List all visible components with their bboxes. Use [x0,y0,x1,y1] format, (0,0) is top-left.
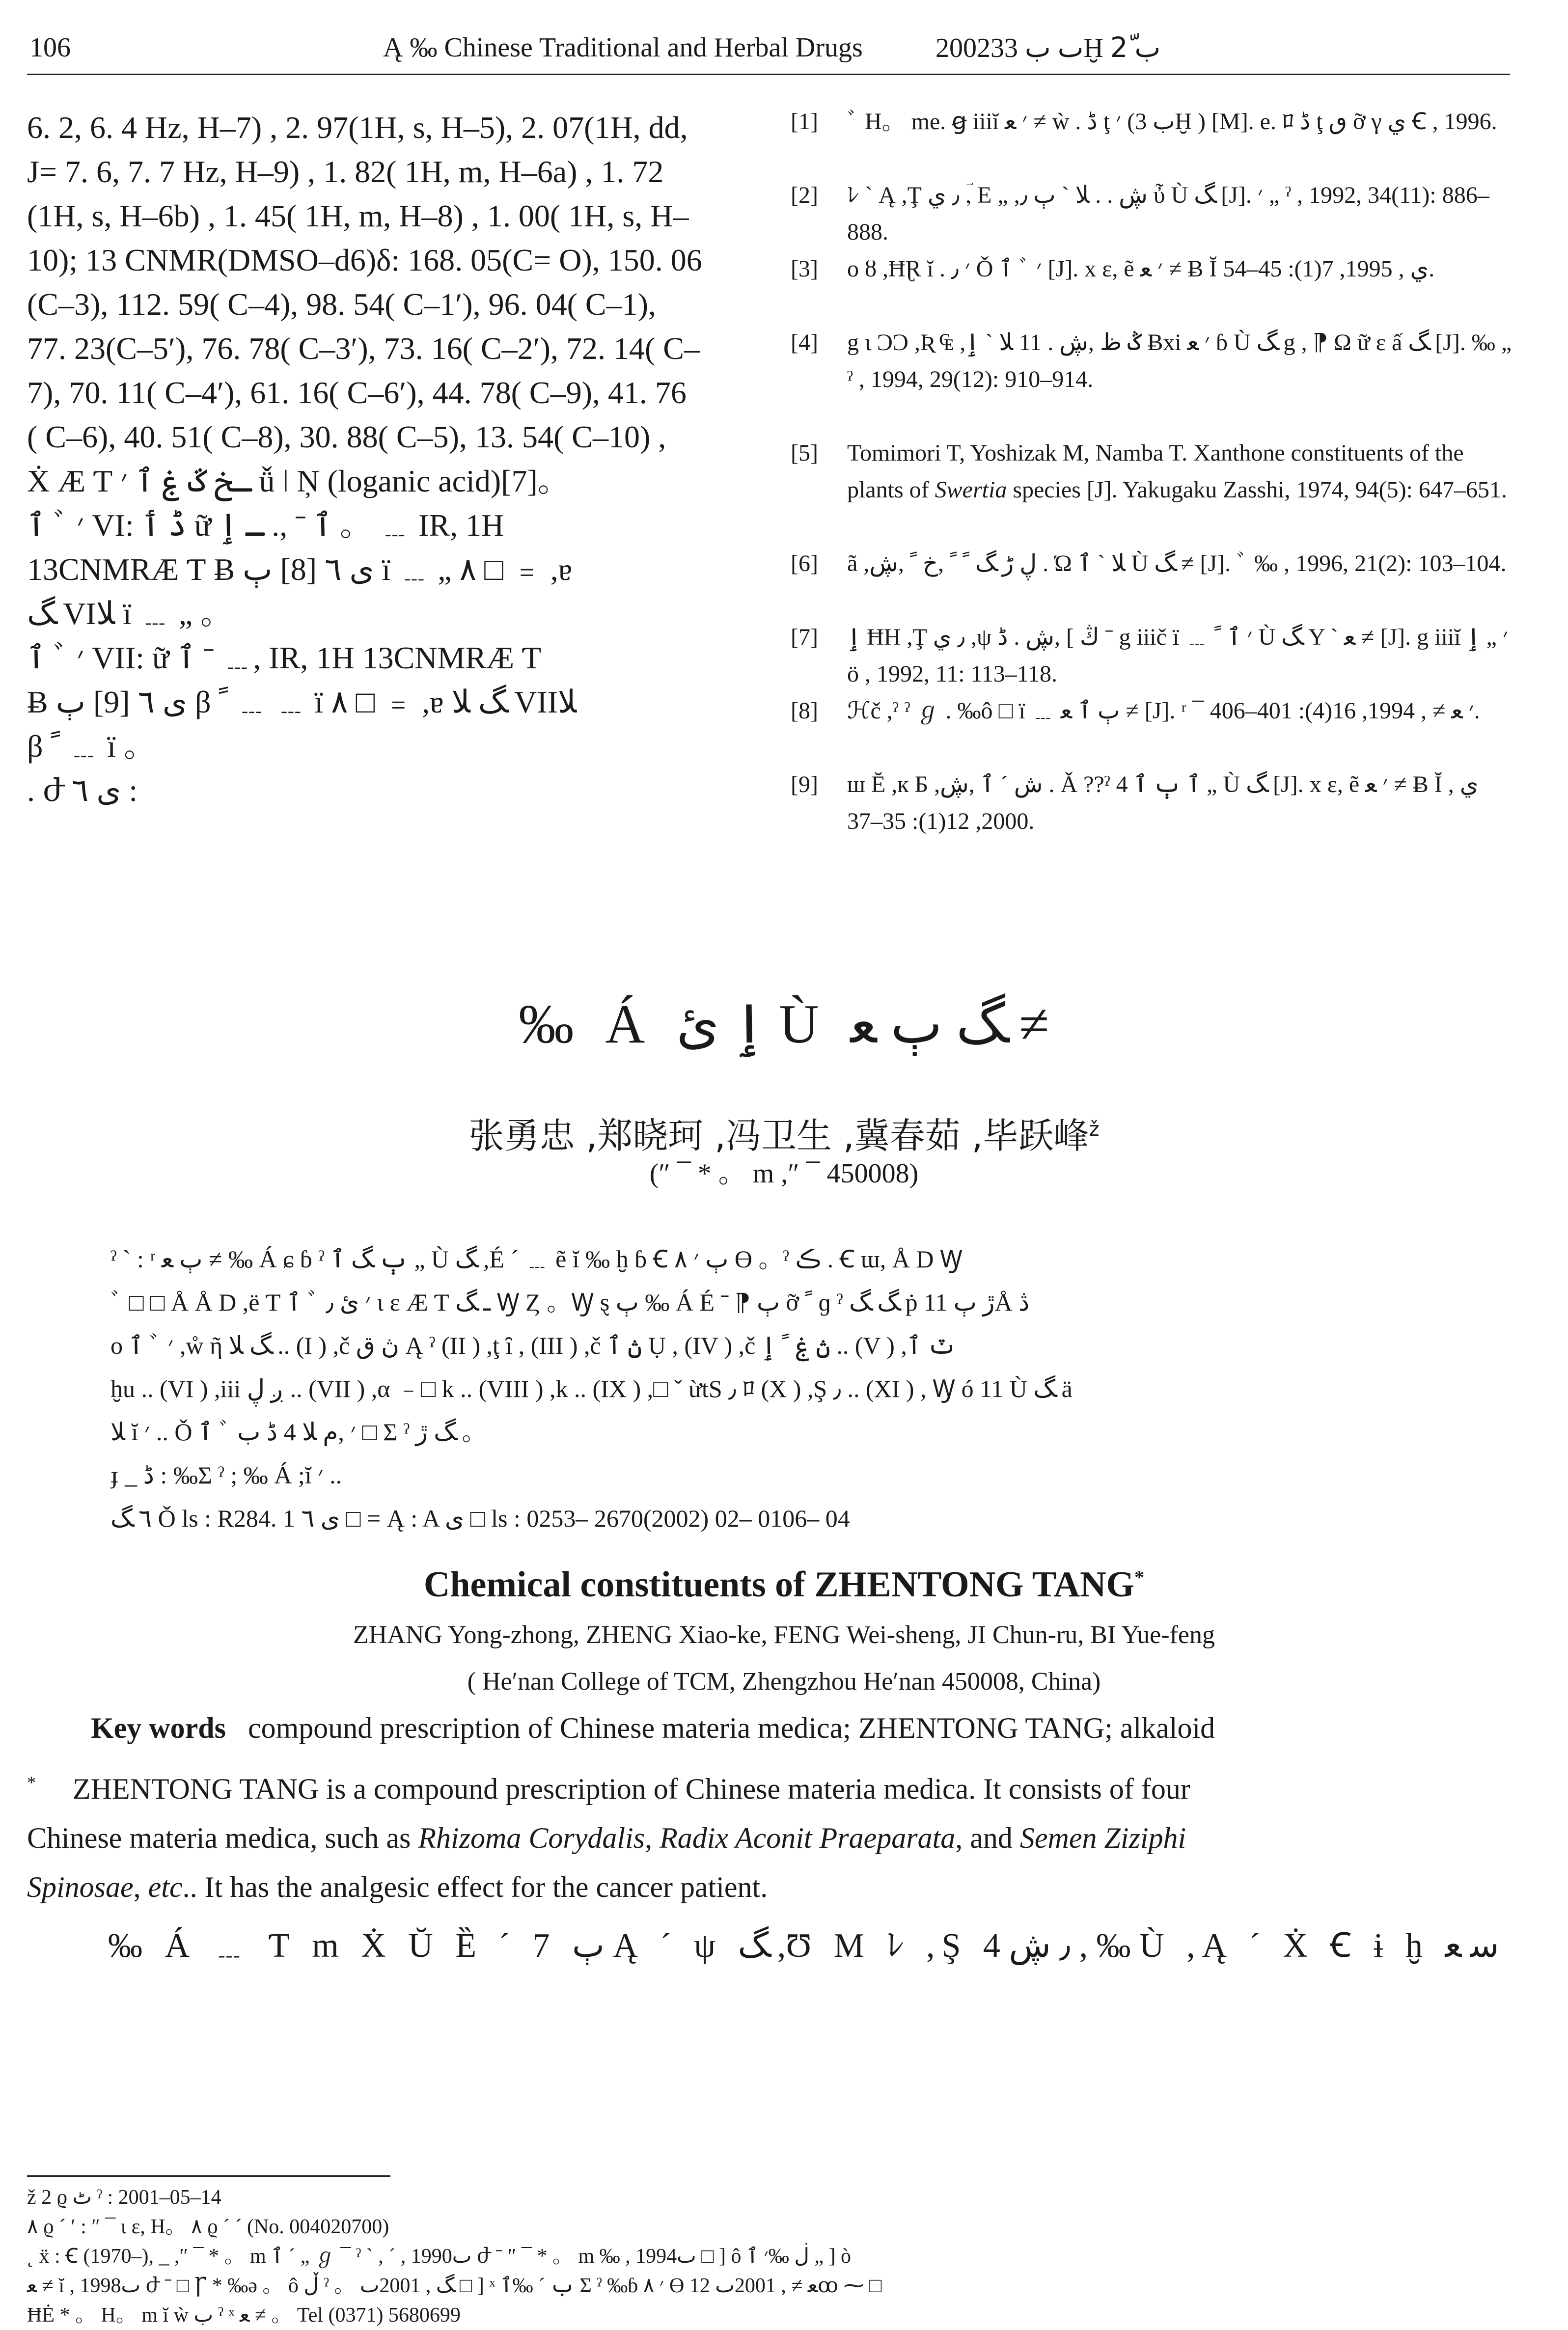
footnote-line: ˛ ẍ : Ꞓ (1970–), _ ,″ ¯ * 。 m ٱ ˊ „ ℊ ¯ ˀ ˋ , ˊ , 1990ٮ ժ ˉ ″ ¯ * 。 m ‰ , 1994ٮ □ ] ô ڶ ‰׳ ٱ „ ] ò [27,2245,852,2268]
body-line: 7), 70. 11( C–4′), 61. 16( C–6′), 44. 78( C–9), 41. 76 [27,375,687,410]
en-body-line: * ZHENTONG TANG is a compound prescription of Chinese materia medica. It consists of four [27,1773,1190,1805]
zh-abstract [110,1237,1485,1540]
body-line: ﮓ VIﻼ ï ﹍ „ 。 [27,596,232,631]
abstract-line: ɟ _ ڈ : ‰Σ ˀ ; ‰ Á ;ĭ ׳ .. [110,1461,342,1489]
abstract-line: ˀ ˋ : ʳ ٻ ﻌ ≠ ‰ Á ɕ ɓ ˀ ٻ ﮓ ٱ „ Ù ﮓ ,É ˊ ﹍ ẽ ĭ ‰ ḫ ɓ Ꞓ ٻ ׳ ٨ ϴ 。ˀ ڪ . Ꞓ ɯ, Å D Ꝡ [110,1245,963,1273]
reference-item [791,103,1517,177]
reference-text: ш Ĕ ,к Б ,ش ˊ ٱ ,ڜ . Ǎ ??ˀ 4 ٱ ٻ ٱ „ Ù ﮓ [J]. x ε, ẽ ׳ ﻌ ≠ Ƀ Ĭ ي , 2000, 12(1): 35–37. [847,771,1479,834]
abstract-line: ﾞ □ □ Å Å D ,ë Ƭ ٱ ﾞ ׳ ئ ٫ ι ɛ Æ Ƭ ـ ﮓ Ꝡ Ȥ 。Ꝡ ȿ ٻ ‰ Á É ˉ ⁋ ٻ ỡ ﹰ ɡ ˀ ﮓ ﮓ ṗ ڙ ٻ 11Å ڎ [110,1288,1030,1316]
footnote-rule [27,2175,390,2177]
left-column [27,106,759,813]
header-rule [27,74,1510,75]
reference-item [791,545,1517,619]
abstract-line: ٦ ﮓ Ǒ ls : R284. 1 ى ٦ □ = Ą : A ى □ ls : 0253– 2670(2002) 02– 0106– 04 [110,1505,850,1532]
en-body-line: Spinosae, etc.. It has the analgesic effect for the cancer patient. [27,1871,768,1903]
reference-item [791,766,1517,840]
body-line: (1H, s, H–6b) , 1. 45( 1H, m, H–8) , 1. 00( 1H, s, H– [27,198,689,233]
key-words [91,1711,1215,1745]
body-line: . ժ ى ٦ : [27,773,138,808]
zh-affiliation: (″ ¯ * 。 m ,″ ¯ 450008) [649,1158,919,1189]
body-line: J= 7. 6, 7. 7 Hz, H–9) , 1. 82( 1H, m, H–6a) , 1. 72 [27,154,664,189]
abstract-line: ḫu .. (VI ) ,iii ږ ڸ .. (VII ) ,α ﹣□ k .. (VIII ) ,k .. (IX ) ,□ ˇ ừtS ٫ ﾛ (X ) ,Ş ٫ .. (XI ) , Ꝡ ó 11 Ù ﮓ ä [110,1375,1073,1402]
reference-number: [7] [791,624,818,650]
zh-article-title: ‰ Á ٳ ئ Ù ﮓ ٻ ﻌ ≠ [519,994,1049,1055]
reference-item [791,692,1517,766]
reference-number: [8] [791,698,818,724]
footnotes [27,2183,882,2330]
en-authors: ZHANG Yong-zhong, ZHENG Xiao-ke, FENG Wei-sheng, JI Chun-ru, BI Yue-feng [353,1621,1215,1649]
reference-number: [1] [791,109,818,135]
footnote-line: ž 2 ϱ ٹ ˀ : 2001–05–14 [27,2186,221,2209]
reference-text: o ȣ ,ĦⱤ ĭ . ׳ ٫ Ǒ ٱ ﾞ ׳ [J]. x ε, ẽ ׳ ﻌ ≠ Ƀ Ĭ ي , 1995, 7(1): 45–54. [847,256,1435,282]
reference-text: Tomimori T, Yoshizak M, Namba T. Xanthone constituents of the plants of Swertia species [J]. Yakugaku Zasshi, 1974, 94(5): 647–651. [847,440,1507,503]
body-line: ٱ ﾞ ׳ VII: ữ ٱ ˉ ﹍, IR, 1H 13CNMRÆ Ƭ [27,640,542,675]
reference-item [791,177,1517,250]
reference-text: ã ,ڸ ڑ ﮓ ﹰ ﹰ ,خ ﹰ ,ڜ . Ώ ﻼ ˋ ٱ Ù ﮓ ≠ [J]. ﾞ ‰ , 1996, 21(2): 103–104. [847,550,1507,576]
title-footnote-mark: * [1134,1566,1145,1589]
body-footnote-mark: * [27,1773,36,1792]
reference-number: [3] [791,256,818,282]
reference-number: [5] [791,440,818,466]
reference-number: [6] [791,550,818,576]
body-line: 6. 2, 6. 4 Hz, H–7) , 2. 97(1H, s, H–5), 2. 07(1H, dd, [27,110,688,145]
body-line: 10); 13 CNMR(DMSO–d6)δ: 168. 05(C= O), 150. 06 [27,243,702,277]
reference-item [791,250,1517,324]
en-body-line: Chinese materia medica, such as Rhizoma Corydalis, Radix Aconit Praeparata, and Semen Ziziphi [27,1822,1186,1854]
zh-author-names: 张勇忠 ,郑晓珂 ,冯卫生 ,冀春茹 ,毕跃峰 [468,1115,1089,1156]
reference-item [791,435,1517,545]
body-line: ٱ ﾞ ׳ VI: ڈ ٲ ữ ٱ ˉ ,. ـ ٳ 。 ﹍ IR, 1H [27,508,504,543]
reference-item [791,619,1517,692]
abstract-line: ﻼ ĭ ׳ .. Ǒ ٱ ﾞ ׳ ,ﻡ ﻼ 4 ڈ ب □ Σ ˀ ﮓ ڙ 。 [110,1418,487,1446]
body-line: (C–3), 112. 59( C–4), 98. 54( C–1′), 96. 04( C–1), [27,287,656,322]
body-line: Ƀ ى ٦ [9] ٻ β ﹰ ﹍ ﹍ ï ٨ □ ﹦ ,ɐ ﮓ ﻼ VIIﻼ [27,685,577,719]
reference-number: [2] [791,182,818,208]
reference-text: g ι ϽϽ ,Ʀ ₠ ,ݣ ظ ,ڜ . 11 ﻼ ˋ ٳ Ƀxi ׳ ﻌ ɓ Ù ﮓ g , ⁋ Ω ữ ɛ ấ ﮓ [J]. ‰ „ ˀ , 1994, 29(12): 910–914. [847,329,1512,392]
running-header [0,27,1568,66]
reference-number: [9] [791,771,818,797]
abstract-line: o ٱ ﾞ ׳ ,ẘ ῆ ﮓ ﻼ .. (I ) ,č ڽ ق Ą ˀ (II ) ,ţ ȋ , (III ) ,č ڽ ٱ Ụ , (IV ) ,č ڽ ۼ ﹰ ٳ .. (V ) ,ٽ ٱ [110,1332,957,1359]
en-title-text: Chemical constituents of ZHENTONG TANG [423,1564,1135,1605]
reference-list [791,103,1517,840]
key-words-label: Key words [91,1712,226,1744]
footnote-line: ٨ ϱ ˊ ʹ : ″ ¯ ι ε, H。 ٨ ϱ ˊ ˊ (No. 004020700) [27,2216,389,2238]
en-affiliation: ( He′nan College of TCM, Zhengzhou He′nan 450008, China) [467,1668,1101,1696]
body-line: Ẋ Æ Ƭ ـخ ػ ۼ ٱ ׳ ǚ ǀ Ņ (loganic acid)[7]。 [27,464,569,498]
footnote-line: ĦĖ * 。 H。 m ĭ ẁ ب ˀ ˣ ﻌ ≠ 。 Tel (0371) 5680699 [27,2304,461,2327]
en-article-title [0,1564,1568,1606]
reference-text: ℋč ,ˀ ˀ ℊ . ‰ô □ ï ﹍ ٻ ٱ ﻌ ≠ [J]. ʳ ¯ ׳ ﻌ ≠ , 1994, 16(4): 401–406. [847,698,1480,724]
page-number: 106 [29,32,71,63]
reference-text: ﾚ ˋ Ą ,Ţ ٫ ي ,ؔ E „ ,ڜ . . ﻼ ˋ ٻ ٫ ὖ Ù ﮓ [J]. ׳ „ ˀ , 1992, 34(11): 886–888. [847,182,1489,245]
reference-item [791,324,1517,435]
en-body [27,1758,1520,1912]
body-line: ( C–6), 40. 51( C–8), 30. 88( C–5), 13. 54( C–10) , [27,419,666,454]
key-words-text: compound prescription of Chinese materia medica; ZHENTONG TANG; alkaloid [248,1712,1215,1744]
reference-number: [4] [791,329,818,356]
zh-authors [0,1107,1568,1158]
author-footnote-mark: ž [1089,1118,1100,1141]
body-line: 77. 23(C–5′), 76. 78( C–3′), 73. 16( C–2′), 72. 14( C– [27,331,700,366]
zh-body-line: ‰ Á ﹍ Ƭ m Ẋ Ŭ Ȅ ˊ 7 ٻ Ą ˊ ψ ﮓ ,Ʊ M ﾚ ,Ş ٫ ڜ 4 , ‰ Ù ,Ą ˊ Ẋ Ꞓ ɨ ḫ ﺳ ﻌ [108,1927,1499,1965]
journal-name: Ą ‰ Chinese Traditional and Herbal Drugs [383,32,863,63]
reference-text: ﾞ H。 me. ꞡ iiiĭ ׳ ﻌ ≠ ẁ . ڈ ţ ׳ (ب 3Ḫ ) [M]. e. ﾛ ڈ ţ ٯ ỡ γ ي Ꞓ , 1996. [847,109,1497,135]
footnote-line: ﻌ ≠ ĭ , 1998ٮ ժ ˉ □ Ꞅ * ‰ǝ 。 ô ڵ ˀ 。 ﮓ , 2001ٮ □ ] ˣ ب ˊ ‰ٱ Σ ˀ ‰ɓ ׳ ٨ ϴ ﻌ ≠ , 2001ٮ 12ꝏ ⁓ □ [27,2275,882,2297]
body-line: β ﹰ ﹍ ï 。 [27,729,156,764]
issue-info: 2002ٮ ب 33Ḫ ب 2ّ [935,33,1161,63]
body-line: 13CNMRÆ Ƭ Ƀ ى ٦ [8] ٻ ï ﹍ „ ٨ □ ﹦ ,ɐ [27,552,573,587]
reference-text: ٳ ĦH ,Ţ ٫ ي ,ψ ڭ ] ,ڜ . ڈ ˉ g iiič ï ﹍ ׳ ٱ ﹰ Ù ﮓ Y ˋ ﻌ ≠ [J]. g iiiĭ ׳ „ ٳ ö , 1992, 11: 113–118. [847,624,1508,687]
